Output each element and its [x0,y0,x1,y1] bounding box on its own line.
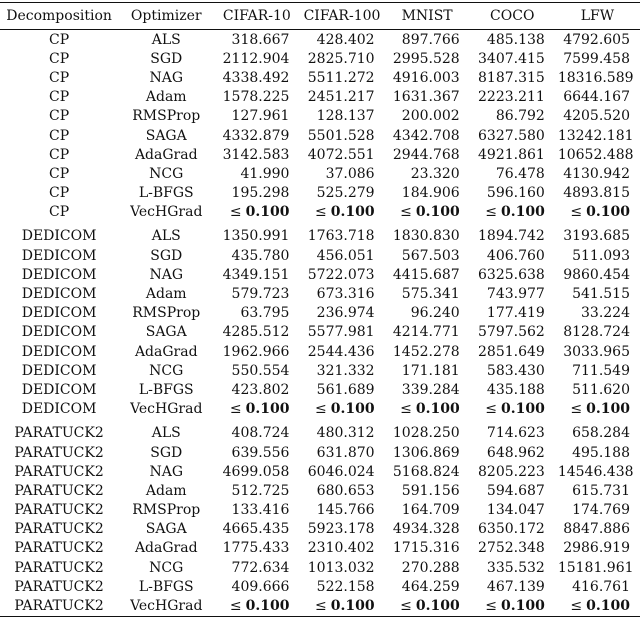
value-cell: 680.653 [316,482,375,499]
decomposition-cell: CP [49,127,70,144]
optimizer-cell: RMSProp [132,108,201,125]
table-row [0,501,640,520]
value-cell [555,400,640,419]
best-value: 0.100 [500,401,545,418]
value-cell: 6046.024 [307,463,375,480]
decomposition-cell: PARATUCK2 [14,463,104,480]
value-cell: 897.766 [401,31,460,48]
optimizer-cell: VecHGrad [130,401,203,418]
table-row [0,227,640,246]
value-cell: 423.802 [231,381,290,398]
value-cell: 5511.272 [307,69,375,86]
value-cell: 13242.181 [557,127,634,144]
value-cell: 8187.315 [478,69,545,86]
value-cell: 128.137 [316,108,375,125]
results-table [0,2,640,617]
value-cell: 4665.435 [222,521,290,538]
decomposition-cell: PARATUCK2 [14,578,104,595]
value-cell: 4792.605 [563,31,630,48]
decomposition-cell: CP [49,50,70,67]
value-cell: 1715.316 [392,540,460,557]
value-cell: 2986.919 [563,540,630,557]
value-cell: 2451.217 [307,89,375,106]
table-row [0,203,640,222]
value-cell: 339.284 [401,381,460,398]
value-cell: 495.188 [572,444,630,461]
value-cell [385,596,470,616]
header-row [0,3,640,30]
value-cell: 1350.991 [222,228,290,245]
value-cell: 511.093 [572,247,630,264]
value-cell [470,596,555,616]
value-cell: 4072.551 [307,146,375,163]
value-cell: 648.962 [486,444,545,461]
value-cell: 406.760 [486,247,545,264]
value-cell: 435.780 [231,247,290,264]
header-cifar100: CIFAR-100 [303,8,381,24]
decomposition-cell: PARATUCK2 [14,559,104,576]
value-cell: 2310.402 [307,540,375,557]
decomposition-cell: DEDICOM [21,381,97,398]
less-equal-sign: ≤ [314,401,327,418]
optimizer-cell: RMSProp [132,502,201,519]
less-equal-sign: ≤ [314,204,327,221]
table-row [0,342,640,361]
value-cell: 134.047 [486,502,545,519]
value-cell: 639.556 [231,444,290,461]
decomposition-cell: CP [49,89,70,106]
value-cell: 5501.528 [307,127,375,144]
less-equal-sign: ≤ [485,598,497,615]
value-cell: 522.158 [316,578,375,595]
value-cell: 171.181 [401,362,460,379]
optimizer-cell: SAGA [145,521,187,538]
value-cell: 673.316 [316,286,375,303]
value-cell [470,203,555,222]
optimizer-cell: SAGA [145,127,187,144]
best-value: 0.100 [586,401,630,418]
value-cell: 3193.685 [563,228,630,245]
value-cell: 2112.904 [222,50,290,67]
value-cell: 4916.003 [392,69,460,86]
best-value: 0.100 [245,204,290,221]
best-value: 0.100 [500,204,545,221]
table-row [0,49,640,68]
decomposition-cell: PARATUCK2 [14,521,104,538]
value-cell: 335.532 [486,559,545,576]
optimizer-cell: RMSProp [132,305,201,322]
decomposition-cell: PARATUCK2 [14,482,104,499]
value-cell: 561.689 [316,381,375,398]
optimizer-cell: NCG [149,362,184,379]
optimizer-cell: NCG [149,559,184,576]
value-cell: 10652.488 [557,146,634,163]
value-cell: 591.156 [401,482,460,499]
optimizer-cell: NCG [149,165,184,182]
value-cell: 2944.768 [392,146,460,163]
value-cell: 2851.649 [478,343,545,360]
value-cell: 409.666 [231,578,290,595]
table-row [0,424,640,443]
value-cell: 164.709 [401,502,460,519]
decomposition-cell: DEDICOM [21,247,97,264]
value-cell: 6325.638 [478,266,545,283]
optimizer-cell: ALS [151,425,181,442]
best-value: 0.100 [500,598,545,615]
value-cell: 456.051 [316,247,375,264]
table-row [0,246,640,265]
table-row [0,68,640,87]
value-cell: 512.725 [231,482,290,499]
value-cell: 1763.718 [307,228,375,245]
value-cell: 15181.961 [557,559,634,576]
best-value: 0.100 [586,598,630,615]
less-equal-sign: ≤ [229,598,242,615]
less-equal-sign: ≤ [400,401,412,418]
table-row [0,304,640,323]
value-cell: 1775.433 [222,540,290,557]
decomposition-cell: DEDICOM [21,305,97,322]
decomposition-cell: PARATUCK2 [14,444,104,461]
value-cell: 96.240 [410,305,460,322]
value-cell: 318.667 [231,31,290,48]
value-cell: 133.416 [231,502,290,519]
value-cell: 4893.815 [563,185,630,202]
value-cell: 4205.520 [563,108,630,125]
table-row [0,164,640,183]
value-cell: 1028.250 [392,425,460,442]
optimizer-cell: Adam [145,482,187,499]
value-cell: 86.792 [495,108,545,125]
value-cell: 596.160 [486,185,545,202]
optimizer-cell: SGD [150,444,183,461]
table-body [0,30,640,617]
less-equal-sign: ≤ [485,401,497,418]
decomposition-cell: DEDICOM [21,401,97,418]
value-cell: 4415.687 [392,266,460,283]
header-cifar10: CIFAR-10 [222,8,291,24]
value-cell: 1578.225 [222,89,290,106]
value-cell: 583.430 [486,362,545,379]
table-row [0,400,640,419]
value-cell: 200.002 [401,108,460,125]
best-value: 0.100 [415,598,460,615]
decomposition-cell: DEDICOM [21,362,97,379]
value-cell: 4934.328 [392,521,460,538]
table-row [0,558,640,577]
value-cell: 23.320 [410,165,460,182]
value-cell: 6327.580 [478,127,545,144]
value-cell: 743.977 [486,286,545,303]
value-cell: 14546.438 [557,463,634,480]
table-row [0,577,640,596]
value-cell: 416.761 [572,578,630,595]
best-value: 0.100 [415,401,460,418]
optimizer-cell: Adam [145,286,187,303]
value-cell: 321.332 [316,362,375,379]
value-cell: 658.284 [572,425,630,442]
header-decomposition: Decomposition [6,8,112,24]
less-equal-sign: ≤ [485,204,497,221]
value-cell [385,203,470,222]
value-cell: 4130.942 [563,165,630,182]
value-cell: 8205.223 [478,463,545,480]
optimizer-cell: AdaGrad [134,343,198,360]
decomposition-cell: DEDICOM [21,266,97,283]
value-cell: 37.086 [325,165,375,182]
value-cell: 541.515 [572,286,630,303]
value-cell [470,400,555,419]
decomposition-cell: PARATUCK2 [14,598,104,615]
value-cell: 3407.415 [478,50,545,67]
value-cell: 127.961 [231,108,290,125]
value-cell: 33.224 [581,305,630,322]
optimizer-cell: NAG [149,463,184,480]
table-row [0,88,640,107]
value-cell: 575.341 [401,286,460,303]
value-cell: 8847.886 [563,521,630,538]
decomposition-cell: CP [49,185,70,202]
value-cell: 714.623 [486,425,545,442]
header-mnist: MNIST [401,8,453,24]
value-cell: 4214.771 [392,324,460,341]
decomposition-cell: DEDICOM [21,228,97,245]
value-cell: 525.279 [316,185,375,202]
value-cell: 428.402 [316,31,375,48]
value-cell: 2995.528 [392,50,460,67]
value-cell: 3033.965 [563,343,630,360]
value-cell [299,400,384,419]
optimizer-cell: SGD [150,50,183,67]
value-cell [214,400,299,419]
value-cell: 5577.981 [307,324,375,341]
header-coco: COCO [490,8,535,24]
value-cell [555,596,640,616]
value-cell [385,400,470,419]
decomposition-cell: CP [49,31,70,48]
value-cell: 6644.167 [563,89,630,106]
value-cell: 6350.172 [478,521,545,538]
value-cell: 567.503 [401,247,460,264]
value-cell: 615.731 [572,482,630,499]
optimizer-cell: Adam [145,89,187,106]
less-equal-sign: ≤ [400,598,412,615]
table-row [0,443,640,462]
decomposition-cell: PARATUCK2 [14,540,104,557]
value-cell: 435.188 [486,381,545,398]
value-cell: 772.634 [231,559,290,576]
value-cell [214,203,299,222]
optimizer-cell: SAGA [145,324,187,341]
value-cell: 467.139 [486,578,545,595]
optimizer-cell: L-BFGS [138,185,194,202]
best-value: 0.100 [245,401,290,418]
less-equal-sign: ≤ [570,204,583,221]
value-cell: 1013.032 [307,559,375,576]
value-cell: 511.620 [572,381,630,398]
table-row [0,462,640,481]
optimizer-cell: ALS [151,31,181,48]
value-cell: 550.554 [231,362,290,379]
decomposition-cell: CP [49,146,70,163]
value-cell: 174.769 [572,502,630,519]
header-lfw: LFW [580,8,615,24]
value-cell: 4342.708 [392,127,460,144]
value-cell: 5722.073 [307,266,375,283]
value-cell: 4921.861 [478,146,545,163]
value-cell [299,203,384,222]
value-cell: 236.974 [316,305,375,322]
value-cell: 1894.742 [478,228,545,245]
value-cell: 5923.178 [307,521,375,538]
value-cell: 184.906 [401,185,460,202]
value-cell [299,596,384,616]
table-row [0,520,640,539]
table-row [0,184,640,203]
decomposition-cell: DEDICOM [21,343,97,360]
value-cell: 711.549 [572,362,630,379]
optimizer-cell: ALS [151,228,181,245]
value-cell: 579.723 [231,286,290,303]
value-cell: 1631.367 [392,89,460,106]
value-cell: 8128.724 [563,324,630,341]
decomposition-cell: PARATUCK2 [14,502,104,519]
value-cell [555,203,640,222]
value-cell: 2544.436 [307,343,375,360]
value-cell: 4332.879 [222,127,290,144]
value-cell: 3142.583 [222,146,290,163]
value-cell: 2752.348 [478,540,545,557]
table-row [0,265,640,284]
table-row [0,361,640,380]
value-cell: 63.795 [240,305,290,322]
less-equal-sign: ≤ [314,598,327,615]
value-cell: 270.288 [401,559,460,576]
value-cell: 4338.492 [222,69,290,86]
table-row [0,323,640,342]
best-value: 0.100 [245,598,290,615]
value-cell: 464.259 [401,578,460,595]
best-value: 0.100 [330,401,375,418]
table-row [0,30,640,50]
optimizer-cell: AdaGrad [134,146,198,163]
optimizer-cell: L-BFGS [138,578,194,595]
value-cell: 485.138 [486,31,545,48]
less-equal-sign: ≤ [570,598,583,615]
value-cell: 1306.869 [392,444,460,461]
value-cell: 195.298 [231,185,290,202]
table-row [0,539,640,558]
value-cell: 5168.824 [392,463,460,480]
decomposition-cell: CP [49,108,70,125]
value-cell: 18316.589 [557,69,634,86]
optimizer-cell: VecHGrad [130,204,203,221]
value-cell: 1962.966 [222,343,290,360]
less-equal-sign: ≤ [570,401,583,418]
value-cell: 145.766 [316,502,375,519]
optimizer-cell: AdaGrad [134,540,198,557]
decomposition-cell: CP [49,165,70,182]
value-cell [214,596,299,616]
table-row [0,481,640,500]
table-row [0,107,640,126]
table-row [0,145,640,164]
optimizer-cell: NAG [149,69,184,86]
table-row [0,596,640,616]
value-cell: 594.687 [486,482,545,499]
value-cell: 41.990 [240,165,290,182]
value-cell: 480.312 [316,425,375,442]
value-cell: 631.870 [316,444,375,461]
less-equal-sign: ≤ [229,401,242,418]
value-cell: 4285.512 [222,324,290,341]
optimizer-cell: VecHGrad [130,598,203,615]
table-row [0,380,640,399]
value-cell: 4349.151 [222,266,290,283]
less-equal-sign: ≤ [400,204,412,221]
decomposition-cell: DEDICOM [21,324,97,341]
optimizer-cell: L-BFGS [138,381,194,398]
value-cell: 4699.058 [222,463,290,480]
header-optimizer: Optimizer [130,8,202,24]
value-cell: 408.724 [231,425,290,442]
value-cell: 5797.562 [478,324,545,341]
value-cell: 9860.454 [563,266,630,283]
value-cell: 2223.211 [478,89,545,106]
best-value: 0.100 [586,204,630,221]
decomposition-cell: CP [49,69,70,86]
best-value: 0.100 [330,598,375,615]
decomposition-cell: PARATUCK2 [14,425,104,442]
value-cell: 177.419 [486,305,545,322]
table-row [0,284,640,303]
less-equal-sign: ≤ [229,204,242,221]
value-cell: 76.478 [495,165,545,182]
optimizer-cell: SGD [150,247,183,264]
value-cell: 1452.278 [392,343,460,360]
optimizer-cell: NAG [149,266,184,283]
value-cell: 1830.830 [392,228,460,245]
decomposition-cell: DEDICOM [21,286,97,303]
best-value: 0.100 [415,204,460,221]
value-cell: 2825.710 [307,50,375,67]
table-row [0,126,640,145]
value-cell: 7599.458 [563,50,630,67]
best-value: 0.100 [330,204,375,221]
decomposition-cell: CP [49,204,70,221]
